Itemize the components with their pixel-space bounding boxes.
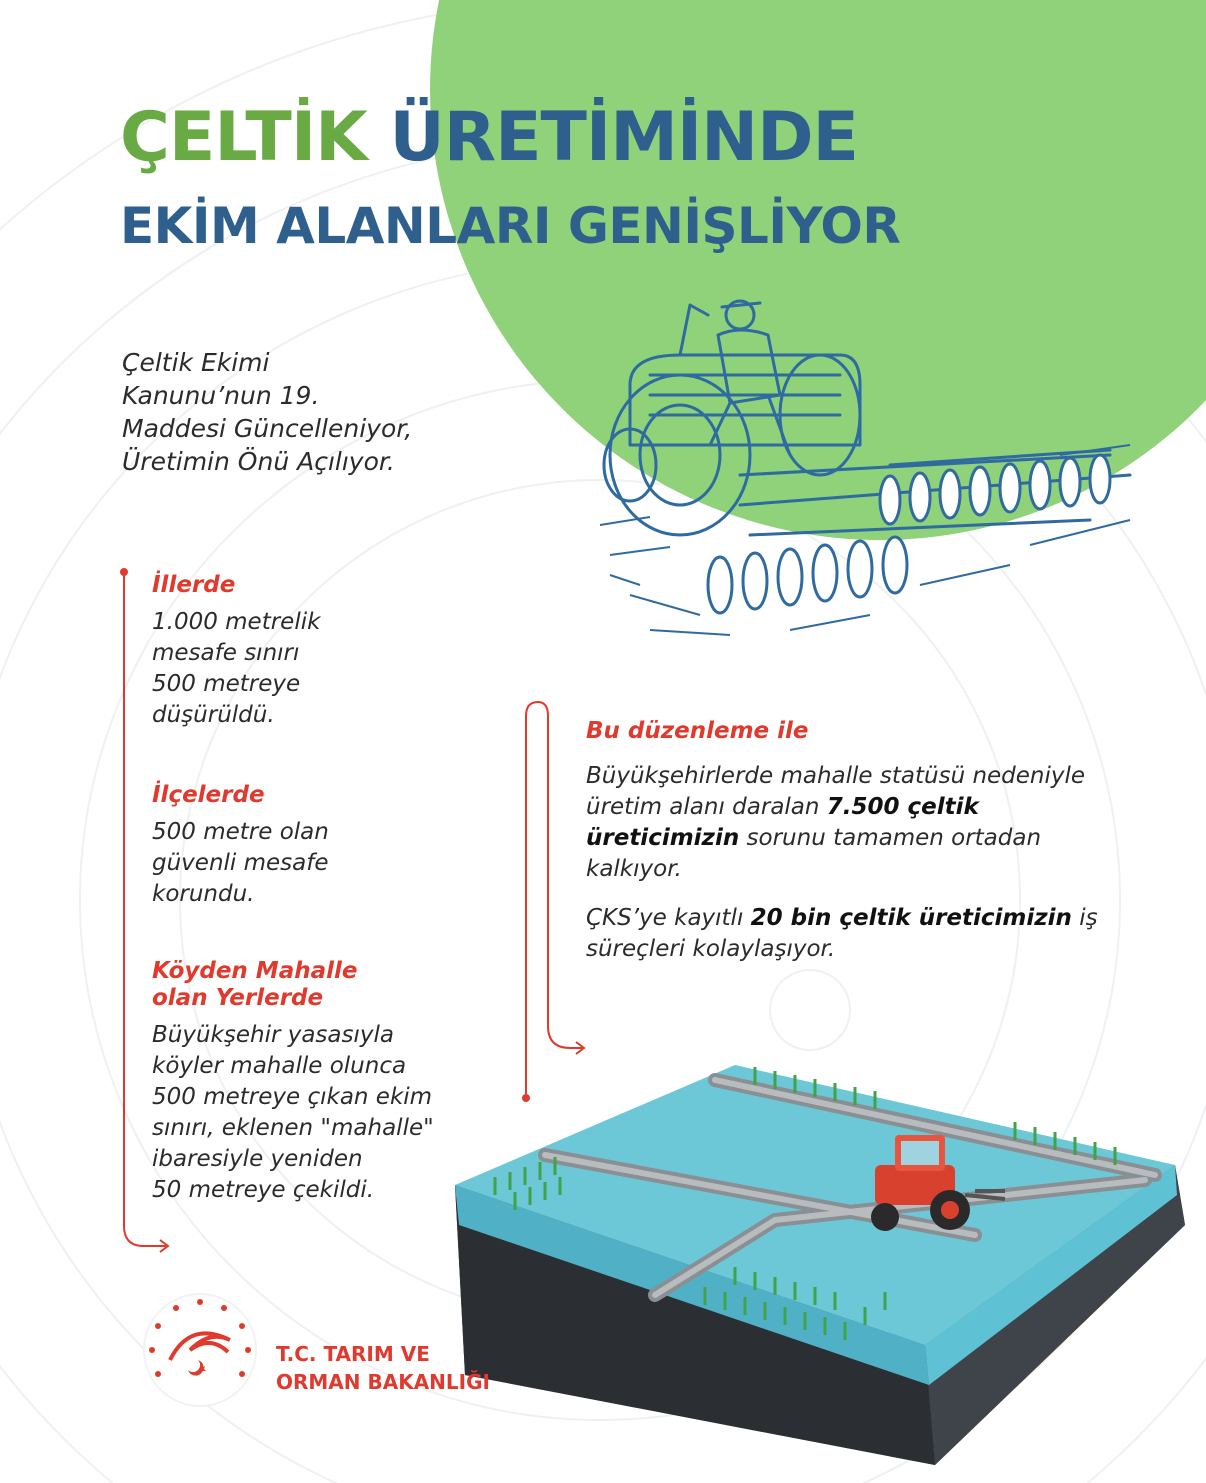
tractor-illustration	[590, 285, 1150, 665]
section-heading: İlçelerde	[152, 782, 265, 808]
ministry-name	[276, 1340, 490, 1396]
regulation-paragraph-1	[586, 761, 1106, 885]
title-line-2: EKİM ALANLARI GENİŞLİYOR	[120, 197, 901, 255]
rice-field-illustration	[455, 1045, 1195, 1475]
title-line-1	[120, 96, 900, 180]
ministry-line-2: ORMAN BAKANLIĞI	[276, 1370, 490, 1394]
page-title	[120, 96, 900, 258]
text-span: ÇKS’ye kayıtlı	[586, 905, 751, 931]
intro-text: Çeltik Ekimi Kanunu’nun 19. Maddesi Güncelleniyor, Üretimin Önü Açılıyor.	[122, 348, 413, 476]
regulation-heading: Bu düzenleme ile	[586, 718, 809, 744]
section-body: 1.000 metrelik mesafe sınırı 500 metreye düşürüldü.	[152, 609, 321, 728]
section-heading: İllerde	[152, 572, 236, 598]
section-illerde	[152, 572, 320, 731]
ministry-emblem-icon	[140, 1290, 260, 1410]
text-span: iş süreçleri kolaylaşıyor.	[586, 905, 1098, 962]
text-span: sorunu tamamen ortadan kalkıyor.	[586, 825, 1042, 882]
title-word-celtik: ÇELTİK	[120, 98, 367, 177]
bold-highlight: 7.500 çeltik üreticimizin	[586, 794, 979, 851]
section-ilcelerde	[152, 782, 329, 910]
ministry-line-1: T.C. TARIM VE	[276, 1342, 430, 1366]
section-heading: Köyden Mahalle olan Yerlerde	[152, 958, 358, 1011]
bold-highlight: 20 bin çeltik üreticimizin	[750, 905, 1072, 931]
title-word-uretiminde: ÜRETİMİNDE	[389, 98, 858, 177]
section-body: Büyükşehir yasasıyla köyler mahalle olunca 500 metreye çıkan ekim sınırı, eklenen "mahalle" ibaresiyle yeniden 50 metreye çekildi.	[152, 1022, 434, 1203]
section-body: 500 metre olan güvenli mesafe korundu.	[152, 819, 329, 907]
text-span: Büyükşehirlerde mahalle statüsü nedeniyle üretim alanı daralan	[586, 763, 1086, 820]
regulation-info	[586, 716, 1106, 983]
regulation-paragraph-2	[586, 903, 1106, 965]
section-koyden-mahalle	[152, 958, 434, 1206]
